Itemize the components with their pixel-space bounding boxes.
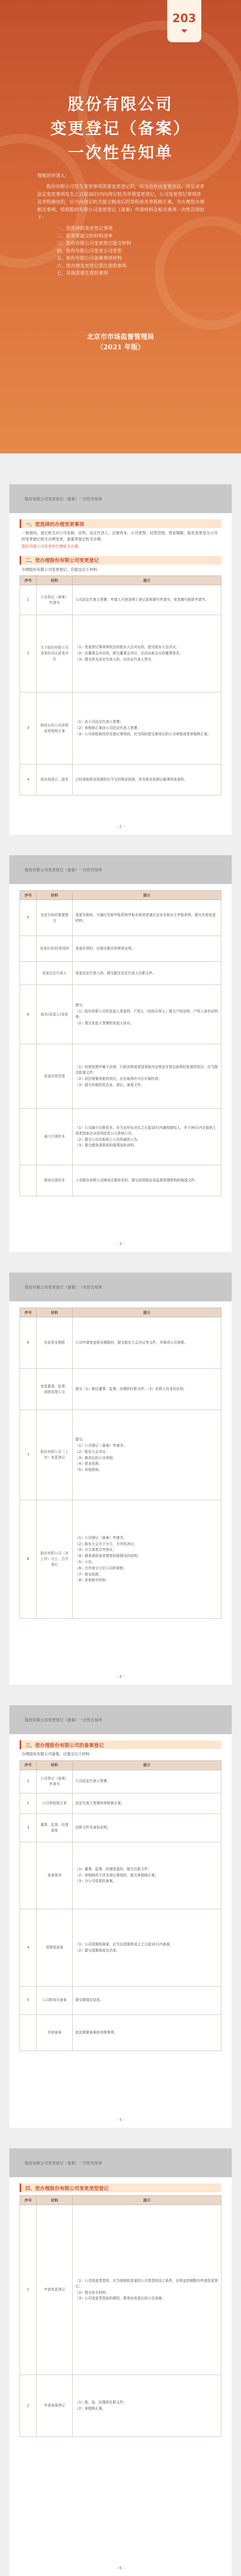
tip-line: （1）变更登记事项须依法经股东大会决议的，提交股东大会决议。 (75, 645, 180, 650)
tip-line: 提交（1）新任董事、监事、经理的任职文件；（2）任职人员身份证明。 (75, 1387, 187, 1392)
section-title: 一、您选择的办理变更事项 (20, 519, 221, 528)
material-tip (73, 1165, 221, 1196)
material-name: 变更法定代表人 (37, 962, 73, 985)
col-header: 提示 (73, 1760, 221, 1770)
tip-line: （3）分立或者合并协议； (75, 1548, 117, 1552)
page-3 (9, 1273, 232, 1685)
row-number: 7 (20, 1410, 37, 1500)
col-header: 提示 (73, 576, 221, 585)
row-number: 6 (20, 1317, 37, 1369)
materials-table (20, 1760, 221, 2051)
table-row (20, 985, 221, 1044)
tip-line: （2）由董事会决议的，提交董事会决议，应由出席会议的董事签名； (75, 651, 183, 656)
tip-line: （1）经营范围中属于法律、行政法规或者国务院决定规定在登记前须经批准的项目，应当提交批准文件； (75, 1065, 218, 1075)
page-header: 股份有限公司变更登记（备案）一次性告知单 (9, 855, 232, 884)
table-row (20, 900, 221, 936)
cover-title (0, 93, 241, 165)
materials-table (20, 890, 221, 1196)
tip-line: （8）其他相关材料。 (75, 1578, 109, 1583)
tip-line: （5）公告； (75, 1560, 95, 1564)
cover-intro (37, 173, 205, 278)
page-number: - 5 - (117, 2117, 124, 2122)
tip-line: （1）董事、监事、经理变更的，提交任职文件； (75, 1867, 152, 1871)
section-text: 股份有限公司变更的代理机关办理。 (22, 544, 82, 549)
page-number: - 4 - (117, 1674, 124, 1679)
col-header: 材料 (37, 1760, 73, 1770)
tip-line: （1）由公司法定代表人签署； (75, 720, 123, 724)
material-name: 股份有限公司（上市）变更登记 (37, 1410, 73, 1500)
tip-line: （1）股、监、经理的任职文件； (75, 2400, 127, 2405)
col-header: 提示 (73, 2196, 221, 2205)
col-header: 材料 (37, 891, 73, 900)
table-row (20, 1909, 221, 1986)
org-name: 北京市市场监督管理局 (87, 333, 154, 341)
tip-line: （5）其他材料。 (75, 1468, 102, 1472)
material-tip (73, 2014, 221, 2050)
material-name: 公司章程修正案 (37, 1793, 73, 1814)
material-tip (73, 1044, 221, 1109)
col-header: 序号 (20, 891, 37, 900)
table-row (20, 1986, 221, 2014)
row-number: 4 (20, 765, 37, 795)
materials-table (20, 2195, 221, 2437)
tip-line: （2）提交公司在报纸上公告的减资公告； (75, 1137, 141, 1142)
tip-line: （1）公司登记（备案）申请书； (75, 1443, 127, 1448)
tip-line: 法定代表人签署的章程修正案。 (75, 1801, 125, 1805)
page-header: 股份有限公司变更登记（备案）一次性告知单 (9, 1705, 232, 1734)
cover (0, 0, 241, 453)
page-header: 股份有限公司变更登记（备案）一次性告知单 (9, 484, 232, 513)
toc-item[interactable]: 七、其他需要注意的事项 (57, 271, 108, 276)
materials-table (20, 575, 221, 795)
table-row (20, 1044, 221, 1109)
row-number: 2 (20, 615, 37, 692)
tip-line: （1）公司减少注册资本，应当自作出决议之日起10日内通知债权人，并于30日内在报纸上或者国家企业信用信息公示系统公告； (75, 1125, 217, 1136)
page-2 (9, 855, 232, 1252)
section-text: 办理股份有限公司备案，应提交以下材料： (22, 1752, 93, 1756)
material-tip (73, 2375, 221, 2437)
table-header-row (20, 1760, 221, 1770)
table-row (20, 1165, 221, 1196)
tip-line: 提交： (75, 1003, 86, 1008)
tip-line: （2）提交有关材料； (75, 2290, 109, 2295)
table-header-row (20, 2196, 221, 2205)
tip-line: （7）营业执照； (75, 1572, 102, 1577)
material-name: 修改后的公司章程或章程修正案 (37, 692, 73, 765)
tip-line: （4）债务清偿或者债务担保情况的说明； (75, 1554, 141, 1558)
table-row (20, 962, 221, 985)
page-badge (167, 0, 201, 42)
tip-line: （2）股东大会决议； (75, 1449, 109, 1454)
material-tip (73, 615, 221, 692)
tip-line: 变更住所的，应提交新住所使用证明。 (75, 946, 135, 951)
tip-line: （3）公司变更类型前的债权、债务由变更后的公司承继。 (75, 2296, 166, 2301)
material-name: 减少注册资本 (37, 1109, 73, 1165)
cover-title-line: 股份有限公司 (68, 95, 173, 114)
table-row (20, 692, 221, 765)
table-row (20, 1500, 221, 1619)
table-row (20, 936, 221, 962)
material-tip (73, 1369, 221, 1410)
table-row (20, 1410, 221, 1500)
material-tip (73, 1909, 221, 1986)
toc-list (37, 225, 205, 278)
material-name: 股份有限公司（非上市）分立、合并登记 (37, 1500, 73, 1619)
material-tip (73, 1793, 221, 1814)
material-name: 变更名称的需要提交 (37, 900, 73, 936)
row-number: 8 (20, 1500, 37, 1619)
cover-title-line: 变更登记（备案） (50, 120, 191, 138)
material-tip (73, 765, 221, 795)
tip-line: （3）修改后的公司章程； (75, 1455, 117, 1460)
toc-item[interactable]: 四、股份有限公司变更公司类型 (57, 248, 122, 254)
page-number: - 2 - (117, 824, 124, 829)
table-row (20, 1317, 221, 1369)
row-number (20, 936, 37, 962)
material-name: 清算组备案 (37, 1909, 73, 1986)
row-number: 4 (20, 1909, 37, 1986)
row-number: 1 (20, 2205, 37, 2375)
tip-line: （3）提交外商投资企业、登记、备案文件。 (75, 1082, 144, 1087)
material-name: 变更营业期限 (37, 1317, 73, 1369)
material-name: 营业执照正、副本 (37, 765, 73, 795)
chevron-down-icon (181, 29, 187, 33)
section-text: 一般情况，登记机关对公司名称、住所、法定代表人、注册资本、公司类型、经营范围、营业期限、股东变更及分公司的变更登记机关办理变更，备案等登记机关办理。 (22, 531, 218, 541)
material-name: 股东(发起人)变更 (37, 985, 73, 1044)
toc-item[interactable]: 六、您办理变更登记需注意的事项 (57, 263, 127, 269)
tip-line: 公司法定代表人签署，申请人可登录网上登记系统填写申请书，或者填写纸质申请书。 (75, 598, 209, 602)
row-number (20, 1165, 37, 1196)
material-tip (73, 585, 221, 615)
material-name: 其他备案 (37, 2014, 73, 2050)
material-tip (73, 985, 221, 1044)
table-header-row (20, 891, 221, 900)
col-header: 序号 (20, 1308, 37, 1317)
tip-line: （1）公司变更类型的，应当按照拟变更的公司类型的设立条件，在规定的期限内申请变更登记； (75, 2278, 218, 2289)
col-header: 序号 (20, 576, 37, 585)
tip-line: 公司申请变更营业期限的，提交股东大会决议等文件，并修改公司章程。 (75, 1341, 188, 1345)
material-tip (73, 1842, 221, 1909)
material-tip (73, 1410, 221, 1500)
page-4 (9, 1705, 232, 2128)
table-row (20, 2205, 221, 2375)
col-header: 序号 (20, 2196, 37, 2205)
tip-line: 变更法定代表人的，提交新任法定代表人任职文件。 (75, 971, 156, 975)
table-row (20, 1842, 221, 1909)
tip-line: 依法需要备案的其他事项。 (75, 2030, 118, 2035)
tip-line: （3）公司章程修改涉及登记事项的，应当同时提交修改后的公司章程或者章程修正案。 (75, 732, 211, 736)
table-row (20, 1369, 221, 1410)
row-number: 6 (20, 985, 37, 1044)
tip-line: （2）章程修正案由公司法定代表人签署； (75, 726, 141, 731)
table-header-row (20, 576, 221, 585)
section-title: 二、您办理股份有限公司变更登记 (20, 556, 221, 565)
row-number (20, 2014, 37, 2050)
material-tip (73, 962, 221, 985)
tip-line: （1）公司登记（备案）申请书； (75, 1535, 127, 1540)
page-5 (9, 2148, 232, 2576)
col-header: 材料 (37, 576, 73, 585)
issuing-org (0, 332, 241, 353)
material-name: 备案事项 (37, 1842, 73, 1909)
material-tip (73, 1814, 221, 1842)
row-number (20, 962, 37, 985)
tip-line: （1）股份有限公司的发起人变更的，产权人（包括自然人）提交产权证明、产权人身份证明等； (75, 1009, 218, 1019)
material-name: 公司登记（备案）申请书 (37, 1770, 73, 1793)
tip-line: （1）公司清算组备案，应当自清算组成立之日起10日内备案； (75, 1942, 173, 1946)
tip-line: 已经领取营业执照的应当交回营业执照，涉及营业执照记载事项变更的。 (75, 777, 188, 782)
row-number (20, 1842, 37, 1909)
toc-item[interactable]: 一、您选择的变更登记事项 (57, 226, 113, 231)
salutation: 尊敬的申请人： (37, 174, 70, 179)
material-name: 申请变更登记 (37, 2205, 73, 2375)
material-name: 公司联络员备案 (37, 1986, 73, 2014)
table-row (20, 585, 221, 615)
material-tip (73, 1500, 221, 1619)
materials-table (20, 1308, 221, 1619)
tip-line: （3）提交债务清偿或担保情况的说明。 (75, 1143, 137, 1148)
page-number: - 6 - (117, 2566, 124, 2570)
tip-line: 公司法定代表人签署。 (75, 1779, 110, 1784)
intro-paragraph: 股份有限公司发生变更事项需要变更登记的，应当自作出变更决议、决定或者法定变更事项发生之日起30日内向登记机关申请变更登记。公司变更登记事项涉及章程修改的，应当向登记机关提交修改后的章程或者章程修正案。为方便您办理相关事项，特将股份有限公司变更登记（备案）申请材料及相关事项一次性告知如下： (37, 184, 205, 221)
material-name: 关于股份有限公司变更的决议或者决定 (37, 615, 73, 692)
material-name: 申请备案登记 (37, 2375, 73, 2437)
row-number: 1 (20, 1770, 37, 1793)
material-tip (73, 692, 221, 765)
toc-item[interactable]: 二、您需要提交的材料清单 (57, 233, 113, 239)
material-tip (73, 900, 221, 936)
table-row (20, 1814, 221, 1842)
material-tip (73, 1986, 221, 2014)
badge-number: 203 (172, 12, 196, 25)
tip-line: 提交： (75, 1437, 86, 1442)
toc-item[interactable]: 三、股份有限公司变更登记提交材料 (57, 241, 132, 246)
col-header: 材料 (37, 1308, 73, 1317)
row-number (20, 1109, 37, 1165)
material-tip (73, 1109, 221, 1165)
row-number: 1 (20, 585, 37, 615)
row-number: 5 (20, 900, 37, 936)
tip-line: （2）提交清算组成员名单。 (75, 1948, 120, 1953)
table-header-row (20, 1308, 221, 1317)
tip-line: （2）依法需要审批的项目，应在取得许可后开展经营； (75, 1077, 162, 1081)
table-row (20, 2375, 221, 2437)
row-number: 2 (20, 2375, 37, 2437)
col-header: 材料 (37, 2196, 73, 2205)
row-number (20, 1044, 37, 1109)
edition: （2021 年版） (97, 344, 144, 351)
material-tip (73, 2205, 221, 2375)
page-header: 股份有限公司变更登记（备案）一次性告知单 (9, 2148, 232, 2177)
table-row (20, 1770, 221, 1793)
tip-line: （2）章程修正案。 (75, 2406, 106, 2411)
tip-line: 变更名称的，可通过名称申报系统申报名称或者通过企业名称自主申报系统，提交名称变更材料。 (75, 912, 216, 923)
tip-line: 任职文件及身份证明。 (75, 1825, 110, 1830)
tip-line: （3）分公司变更的备案。 (75, 1879, 117, 1884)
material-name: 变更经营范围 (37, 1044, 73, 1109)
row-number: 2 (20, 1793, 37, 1814)
tip-line: （4）营业执照； (75, 1462, 102, 1466)
col-header: 序号 (20, 1760, 37, 1770)
material-tip (73, 1317, 221, 1369)
col-header: 提示 (73, 891, 221, 900)
table-row (20, 1793, 221, 1814)
page-number: - 3 - (117, 1242, 124, 1246)
table-row (20, 615, 221, 692)
material-tip (73, 936, 221, 962)
material-name: 公司登记（备案）申请书 (37, 585, 73, 615)
material-name: 增加注册资本 (37, 1165, 73, 1196)
tip-line: （2）提交发起人签署的发起人协议； (75, 1021, 134, 1025)
section-title: 三、您办理股份有限公司的备案登记 (20, 1740, 221, 1749)
section-title: 四、您办理股份有限公司变更类型登记 (20, 2183, 221, 2192)
material-name: 变更住所/经营场所 (37, 936, 73, 962)
tip-line: （2）股东大会关于分立、合并的决议； (75, 1541, 137, 1546)
material-name: 董事、监事、经理备案 (37, 1814, 73, 1842)
tip-line: （6）合并或分立后公司的章程； (75, 1566, 127, 1570)
row-number (20, 1369, 37, 1410)
material-tip (73, 1770, 221, 1793)
table-row (20, 2014, 221, 2050)
tip-line: （2）章程修改不涉及登记事项的，提交章程修正案； (75, 1873, 158, 1877)
tip-line: 提交联络员信息。 (75, 1998, 104, 2003)
tip-line: 上市股份有限公司增加注册资本的，提交国务院证券监督管理机构的核准文件。 (75, 1178, 198, 1183)
page-header: 股份有限公司变更登记（备案）一次性告知单 (9, 1273, 232, 1301)
toc-item[interactable]: 五、股份有限公司备案事项材料 (57, 256, 122, 261)
section-text: 办理股份有限公司变更登记，应提交以下材料： (22, 567, 101, 572)
col-header: 提示 (73, 1308, 221, 1317)
tip-line: （3）提交涉及法定代表人的，由法定代表人签字。 (75, 657, 155, 662)
row-number: 3 (20, 1814, 37, 1842)
row-number: 5 (20, 1986, 37, 2014)
material-name: 变更董事、监事、高级管理人员 (37, 1369, 73, 1410)
table-row (20, 765, 221, 795)
row-number: 3 (20, 692, 37, 765)
cover-title-line: 一次性告知单 (68, 144, 173, 162)
table-row (20, 1109, 221, 1165)
page-1 (9, 484, 232, 835)
